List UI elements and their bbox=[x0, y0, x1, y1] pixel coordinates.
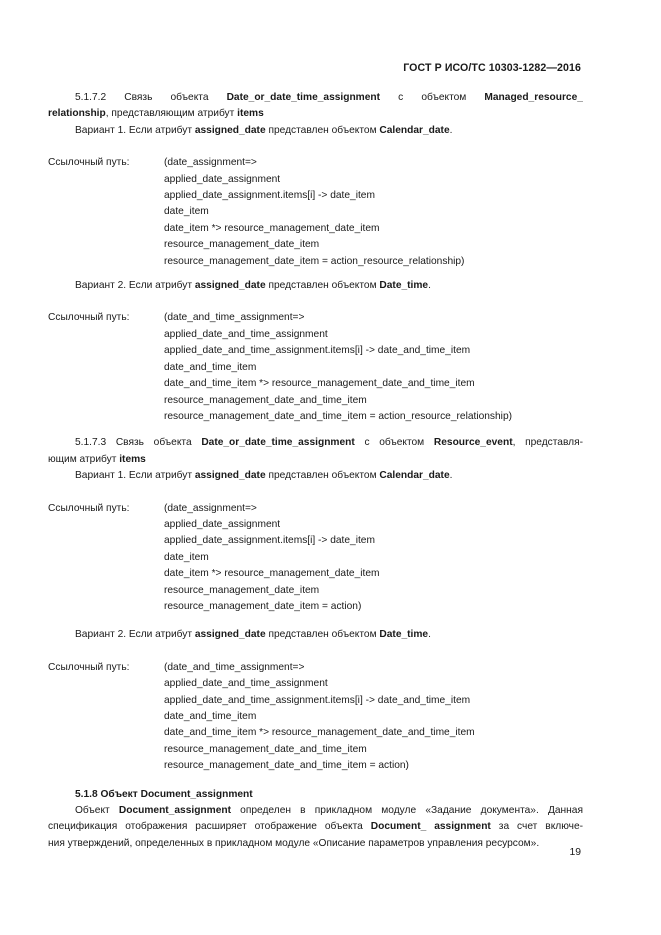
variant-2-text: Вариант 2. Если атрибут assigned_date представлен объектом Date_time. bbox=[75, 629, 431, 641]
reference-path-lines bbox=[164, 660, 583, 775]
page-number: 19 bbox=[569, 847, 581, 858]
path-line: applied_date_and_time_assignment bbox=[164, 678, 328, 690]
path-line: date_and_time_item bbox=[164, 711, 257, 722]
variant-1-text: Вариант 1. Если атрибут assigned_date представлен объектом Calendar_date. bbox=[75, 124, 453, 136]
reference-path-block bbox=[48, 310, 583, 425]
clause-5-1-7-3-line1: 5.1.7.3 Связь объекта Date_or_date_time_assignment с объектом Resource_event, представля- bbox=[75, 437, 584, 449]
reference-path-block bbox=[48, 155, 583, 270]
reference-path-block bbox=[48, 501, 583, 616]
path-line: applied_date_assignment bbox=[164, 518, 281, 530]
reference-path-lines bbox=[164, 310, 583, 425]
path-line: date_item bbox=[164, 551, 209, 563]
path-line: date_item bbox=[164, 206, 209, 218]
path-line: (date_assignment=> bbox=[164, 157, 257, 169]
path-line: date_and_time_item bbox=[164, 361, 257, 373]
clause-5-1-7-2-line2: relationship, представляющим атрибут items bbox=[48, 108, 264, 120]
path-line: date_item *> resource_management_date_item bbox=[164, 568, 380, 580]
path-line: resource_management_date_and_time_item bbox=[164, 743, 367, 755]
reference-path-label: Ссылочный путь: bbox=[48, 312, 130, 324]
clause-5-1-7-3-line2: ющим атрибут items bbox=[48, 453, 146, 465]
clause-5-1-8-line1: Объект Document_assignment определен в прикладном модуле «Задание документа». Данная bbox=[75, 805, 583, 817]
reference-path-lines bbox=[164, 501, 583, 616]
path-line: resource_management_date_item = action) bbox=[164, 600, 362, 612]
path-line: applied_date_assignment.items[i] -> date_item bbox=[164, 190, 375, 202]
path-line: date_and_time_item *> resource_management_date_and_time_item bbox=[164, 378, 475, 390]
path-line: applied_date_and_time_assignment bbox=[164, 328, 328, 340]
path-line: applied_date_assignment bbox=[164, 173, 281, 185]
path-line: date_item *> resource_management_date_item bbox=[164, 222, 380, 234]
path-line: resource_management_date_and_time_item = action) bbox=[164, 760, 409, 772]
path-line: resource_management_date_item = action_resource_relationship) bbox=[164, 255, 465, 267]
variant-1-text: Вариант 1. Если атрибут assigned_date представлен объектом Calendar_date. bbox=[75, 470, 453, 482]
clause-5-1-8-heading: 5.1.8 Объект Document_assignment bbox=[75, 788, 253, 800]
path-line: applied_date_assignment.items[i] -> date_item bbox=[164, 535, 375, 547]
path-line: resource_management_date_and_time_item = action_resource_relationship) bbox=[164, 410, 513, 422]
reference-path-label: Ссылочный путь: bbox=[48, 661, 130, 673]
clause-5-1-8-line3: ния утверждений, определенных в прикладном модуле «Описание параметров управления ресурсом». bbox=[48, 837, 540, 849]
clause-5-1-7-2-line1: 5.1.7.2 Связь объекта Date_or_date_time_assignment с объектом Managed_resource_ bbox=[75, 92, 583, 103]
reference-path-label: Ссылочный путь: bbox=[48, 157, 130, 169]
path-line: date_and_time_item *> resource_management_date_and_time_item bbox=[164, 727, 475, 739]
path-line: applied_date_and_time_assignment.items[i] -> date_and_time_item bbox=[164, 345, 471, 357]
reference-path-block bbox=[48, 660, 583, 775]
reference-path-lines bbox=[164, 155, 583, 270]
page-content bbox=[48, 90, 583, 852]
variant-2-text: Вариант 2. Если атрибут assigned_date представлен объектом Date_time. bbox=[75, 280, 431, 292]
path-line: resource_management_date_item bbox=[164, 239, 320, 251]
clause-5-1-8-line2: спецификация отображения расширяет отображение объекта Document_ assignment за счет включе- bbox=[48, 821, 584, 833]
path-line: resource_management_date_and_time_item bbox=[164, 394, 367, 406]
path-line: (date_and_time_assignment=> bbox=[164, 312, 305, 324]
document-header: ГОСТ Р ИСО/ТС 10303-1282—2016 bbox=[403, 62, 581, 74]
path-line: applied_date_and_time_assignment.items[i] -> date_and_time_item bbox=[164, 694, 471, 706]
reference-path-label: Ссылочный путь: bbox=[48, 502, 130, 514]
path-line: (date_and_time_assignment=> bbox=[164, 661, 305, 673]
path-line: (date_assignment=> bbox=[164, 502, 257, 514]
path-line: resource_management_date_item bbox=[164, 584, 320, 596]
